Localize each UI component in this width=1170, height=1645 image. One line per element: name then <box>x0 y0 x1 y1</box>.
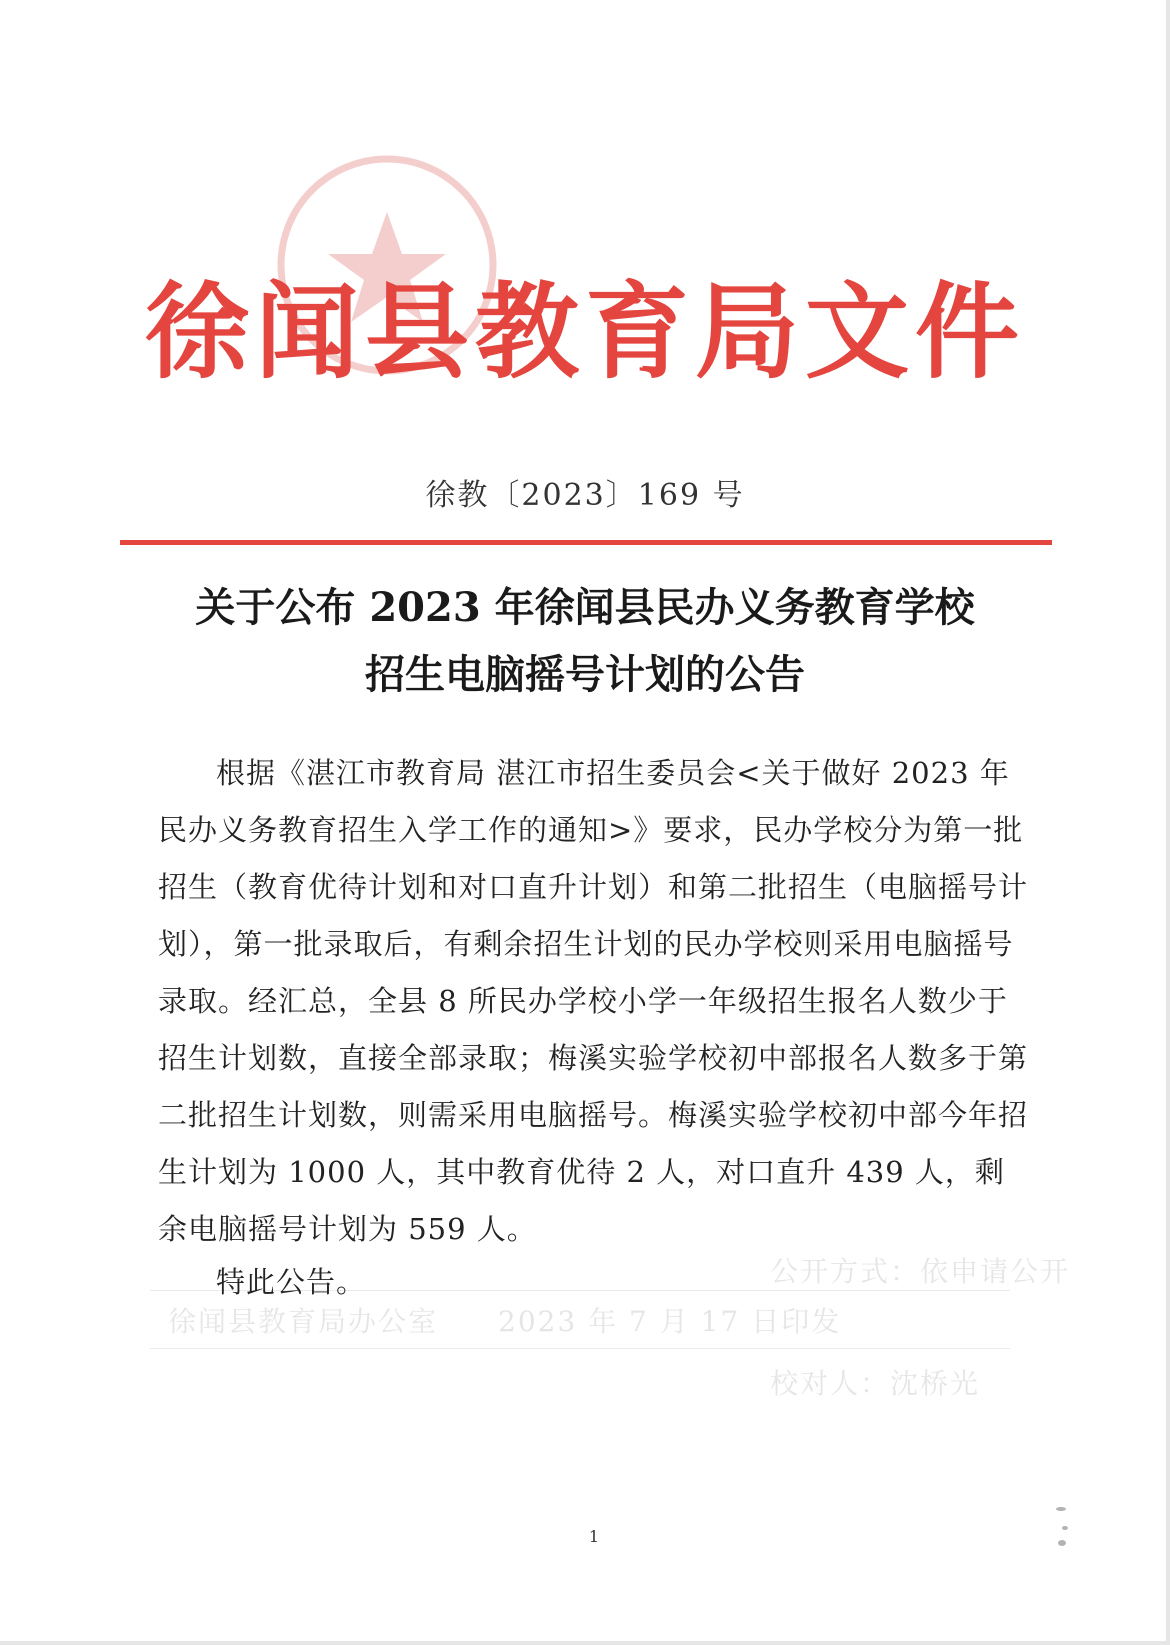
scan-speck <box>1058 1540 1066 1546</box>
closing-line: 特此公告。 <box>216 1265 367 1299</box>
notice-title-line-2: 招生电脑摇号计划的公告 <box>365 651 805 698</box>
body-paragraph: 根据《湛江市教育局 湛江市招生委员会<关于做好 2023 年民办义务教育招生入学工作的通知>》要求，民办学校分为第一批招生（教育优待计划和对口直升计划）和第二批招生（电脑摇号计划），第一批录取后，有剩余招生计划的民办学校则采用电脑摇号录取。经汇总，全县 8 所民办学校小学一年级招生报名人数少于招生计划数，直接全部录取；梅溪实验学校初中部报名人数多于第二批招生计划数，则需采用电脑摇号。梅溪实验学校初中部今年招生计划为 1000 人，其中教育优待 2 人，对口直升 439 人，剩余电脑摇号计划为 559 人。 <box>158 756 1029 1246</box>
bleed-through-rule-1 <box>150 1290 1010 1291</box>
bleed-through-proofreader: 校对人：沈桥光 <box>770 1367 981 1400</box>
scan-speck <box>1056 1507 1066 1511</box>
red-divider-line <box>120 540 1052 545</box>
masthead-title: 徐闻县教育局文件 <box>144 271 1025 393</box>
bleed-through-rule-2 <box>150 1348 1010 1349</box>
notice-title-line-1: 关于公布 2023 年徐闻县民办义务教育学校 <box>195 584 975 631</box>
document-number: 徐教〔2023〕169 号 <box>425 478 745 513</box>
bleed-through-disclosure: 公开方式：依申请公开 <box>770 1255 1071 1288</box>
page-number: 1 <box>588 1527 600 1546</box>
scan-speck <box>1062 1526 1068 1530</box>
bleed-through-issuer: 徐闻县教育局办公室 2023 年 7 月 17 日印发 <box>168 1305 842 1338</box>
